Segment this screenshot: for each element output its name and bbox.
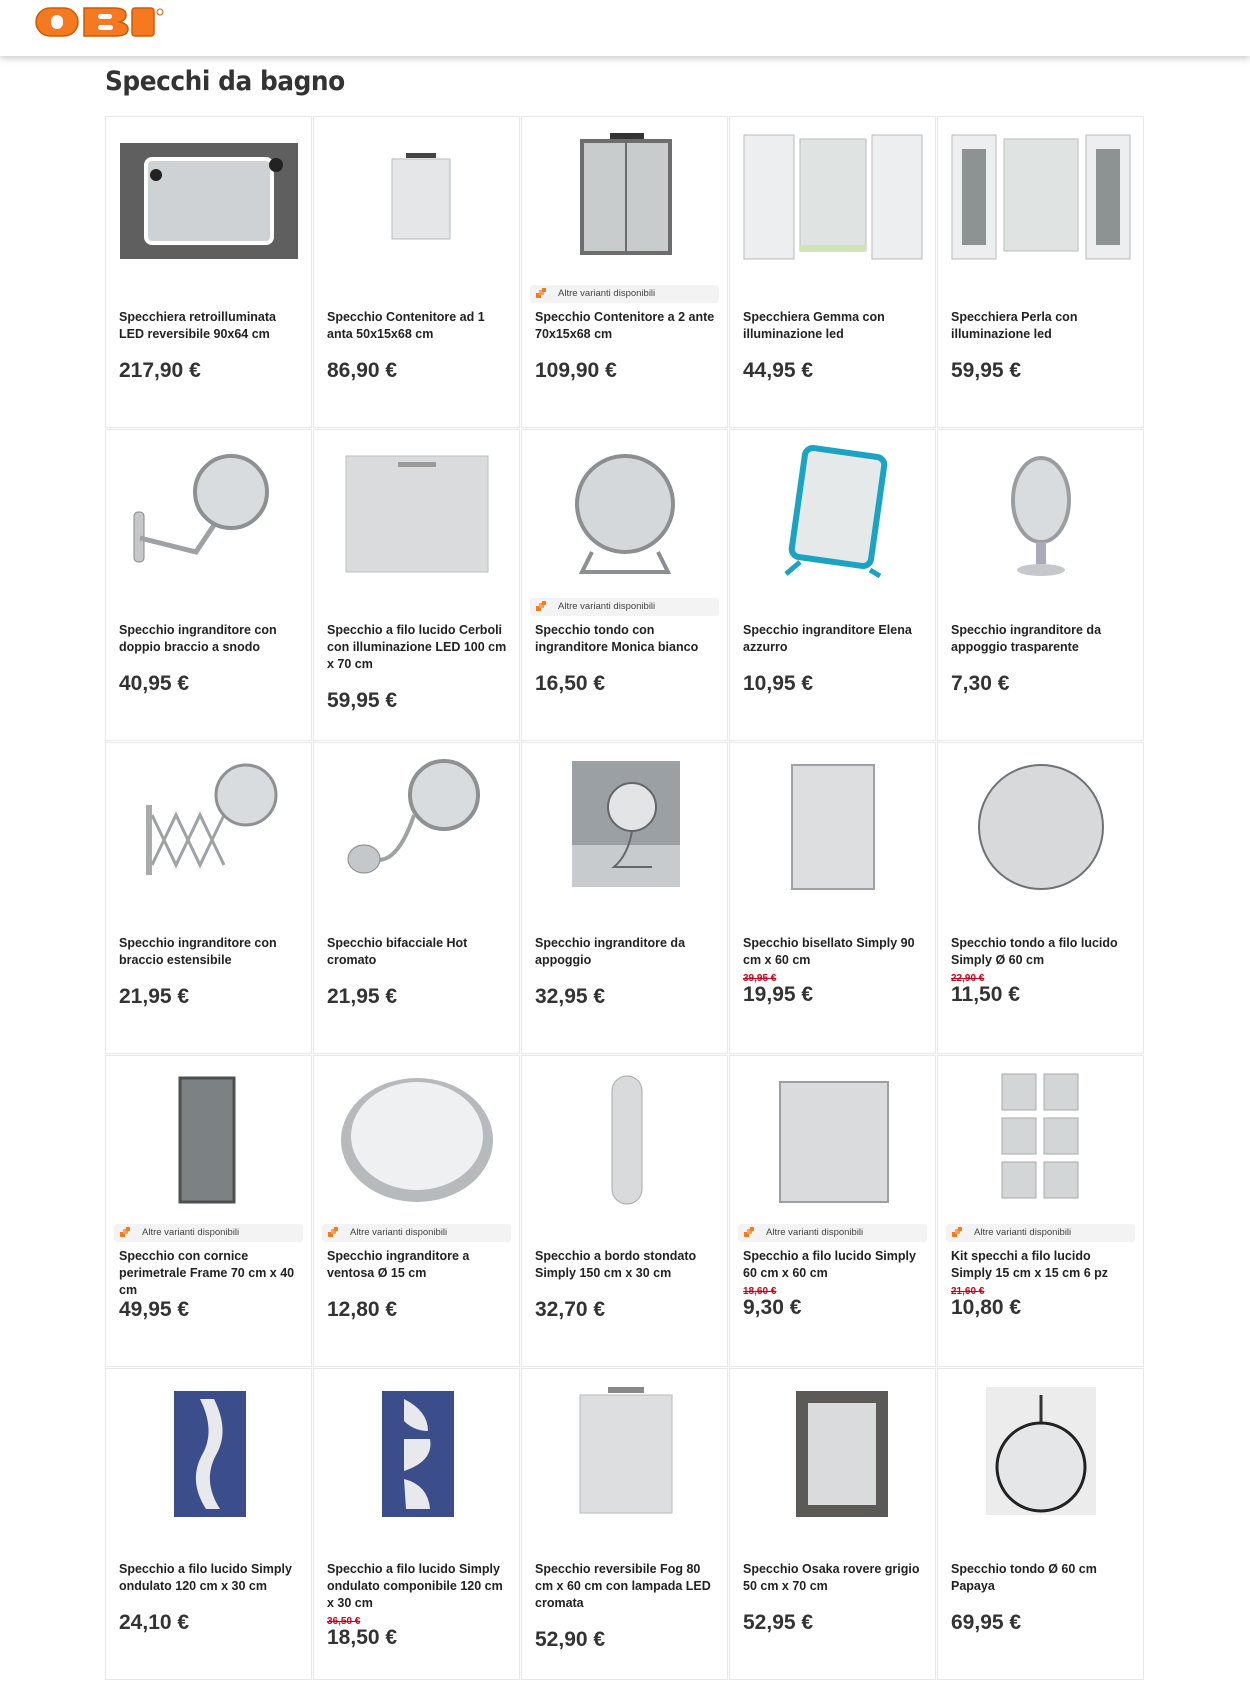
product-image[interactable]: [324, 442, 511, 586]
product-price: 109,90 €: [535, 359, 617, 382]
product-card-12[interactable]: [313, 742, 520, 1054]
product-card-19[interactable]: [729, 1055, 936, 1367]
old-price: 39,95 €: [743, 973, 777, 984]
product-card-11[interactable]: [105, 742, 312, 1054]
product-card-17[interactable]: [313, 1055, 520, 1367]
rounded-tall-mirror-icon: [532, 1068, 719, 1212]
product-image[interactable]: [532, 755, 719, 899]
product-price: 86,90 €: [327, 359, 398, 382]
variants-label: Altre varianti disponibili: [142, 1227, 240, 1238]
product-image[interactable]: [324, 755, 511, 899]
product-card-4[interactable]: [729, 116, 936, 428]
product-name[interactable]: Specchio bifacciale Hot cromato: [327, 936, 468, 967]
product-name[interactable]: Specchio a bordo stondato Simply 150 cm x 30 cm: [535, 1249, 697, 1280]
product-name[interactable]: Specchio a filo lucido Cerboli con illuminazione LED 100 cm x 70 cm: [327, 623, 507, 671]
led-backlit-mirror-icon: [116, 129, 303, 273]
product-grid: [105, 116, 1145, 1681]
oak-frame-mirror-icon: [740, 1381, 927, 1525]
oval-stand-mirror-icon: [948, 442, 1135, 586]
site-header: [0, 0, 1250, 56]
product-name[interactable]: Specchio bisellato Simply 90 cm x 60 cm: [743, 936, 915, 967]
variants-badge[interactable]: [530, 285, 719, 303]
product-price: 10,80 €: [951, 1296, 1022, 1319]
variants-icon: [536, 288, 547, 299]
variants-badge[interactable]: [322, 1224, 511, 1242]
round-stand-mirror-icon: [532, 442, 719, 586]
product-price: 21,95 €: [327, 985, 398, 1008]
product-card-6[interactable]: [105, 429, 312, 741]
product-card-1[interactable]: [105, 116, 312, 428]
product-card-10[interactable]: [937, 429, 1144, 741]
product-image[interactable]: [116, 1381, 303, 1525]
single-door-cabinet-icon: [324, 129, 511, 273]
product-card-15[interactable]: [937, 742, 1144, 1054]
product-price: 12,80 €: [327, 1298, 398, 1321]
wall-arm-magnifier-icon: [116, 442, 303, 586]
product-price: 18,50 €: [327, 1626, 398, 1649]
framed-tall-mirror-icon: [116, 1068, 303, 1212]
variants-label: Altre varianti disponibili: [558, 601, 656, 612]
product-price: 59,95 €: [951, 359, 1022, 382]
product-name[interactable]: Specchiera Gemma con illuminazione led: [743, 310, 885, 341]
product-card-25[interactable]: [937, 1368, 1144, 1680]
product-image[interactable]: [948, 129, 1135, 273]
product-price: 10,95 €: [743, 672, 814, 695]
product-price: 40,95 €: [119, 672, 190, 695]
product-card-2[interactable]: [313, 116, 520, 428]
gooseneck-mirror-icon: [324, 755, 511, 899]
mirror-tiles-kit-icon: [948, 1068, 1135, 1212]
product-price: 24,10 €: [119, 1611, 190, 1634]
product-name[interactable]: Kit specchi a filo lucido Simply 15 cm x 15 cm 6 pz: [951, 1249, 1109, 1280]
variants-label: Altre varianti disponibili: [558, 288, 656, 299]
product-name[interactable]: Specchio ingranditore con doppio braccio a snodo: [119, 623, 277, 654]
variants-badge[interactable]: [738, 1224, 927, 1242]
product-card-14[interactable]: [729, 742, 936, 1054]
product-price: 16,50 €: [535, 672, 606, 695]
product-image[interactable]: [740, 442, 927, 586]
product-image[interactable]: [740, 1381, 927, 1525]
product-card-24[interactable]: [729, 1368, 936, 1680]
suction-magnifier-icon: [324, 1068, 511, 1212]
product-image[interactable]: [740, 129, 927, 273]
product-price: 11,50 €: [951, 983, 1020, 1006]
scissor-arm-mirror-icon: [116, 755, 303, 899]
product-price: 52,90 €: [535, 1628, 606, 1651]
product-name[interactable]: Specchio ingranditore da appoggio: [535, 936, 686, 967]
product-image[interactable]: [740, 755, 927, 899]
product-image[interactable]: [948, 1068, 1135, 1212]
open-cabinet-window-mirror-icon: [948, 129, 1135, 273]
product-name[interactable]: Specchio tondo a filo lucido Simply Ø 60 cm: [951, 936, 1118, 967]
product-image[interactable]: [948, 442, 1135, 586]
product-card-16[interactable]: [105, 1055, 312, 1367]
product-card-7[interactable]: [313, 429, 520, 741]
wavy-mirror-icon: [116, 1381, 303, 1525]
product-price: 19,95 €: [743, 983, 814, 1006]
product-card-21[interactable]: [105, 1368, 312, 1680]
variants-icon: [120, 1227, 131, 1238]
product-image[interactable]: [532, 1381, 719, 1525]
product-image[interactable]: [116, 129, 303, 273]
product-price: 32,95 €: [535, 985, 606, 1008]
product-image[interactable]: [116, 1068, 303, 1212]
product-card-23[interactable]: [521, 1368, 728, 1680]
product-price: 59,95 €: [327, 689, 398, 712]
product-image[interactable]: [948, 1381, 1135, 1525]
product-name[interactable]: Specchio a filo lucido Simply ondulato componibile 120 cm x 30 cm: [327, 1562, 503, 1610]
variants-label: Altre varianti disponibili: [350, 1227, 448, 1238]
product-image[interactable]: [116, 755, 303, 899]
product-name[interactable]: Specchio ingranditore Elena azzurro: [743, 623, 912, 654]
variants-label: Altre varianti disponibili: [766, 1227, 864, 1238]
product-image[interactable]: [116, 442, 303, 586]
variants-icon: [536, 601, 547, 612]
product-card-5[interactable]: [937, 116, 1144, 428]
product-name[interactable]: Specchio reversibile Fog 80 cm x 60 cm con lampada LED cromata: [535, 1562, 711, 1610]
product-image[interactable]: [532, 442, 719, 586]
fog-lamp-mirror-icon: [532, 1381, 719, 1525]
product-card-13[interactable]: [521, 742, 728, 1054]
rect-led-mirror-icon: [324, 442, 511, 586]
product-name[interactable]: Specchiera retroilluminata LED reversibile 90x64 cm: [119, 310, 277, 341]
product-card-3[interactable]: [521, 116, 728, 428]
round-mirror-icon: [948, 755, 1135, 899]
product-card-20[interactable]: [937, 1055, 1144, 1367]
product-image[interactable]: [532, 129, 719, 273]
product-price: 7,30 €: [951, 672, 1010, 695]
strap-round-mirror-icon: [948, 1381, 1135, 1525]
variants-label: Altre varianti disponibili: [974, 1227, 1072, 1238]
square-mirror-icon: [740, 1068, 927, 1212]
product-price: 44,95 €: [743, 359, 814, 382]
product-name[interactable]: Specchio ingranditore da appoggio trasparente: [951, 623, 1102, 654]
product-card-22[interactable]: [313, 1368, 520, 1680]
product-price: 21,95 €: [119, 985, 190, 1008]
wavy-modular-mirror-icon: [324, 1381, 511, 1525]
old-price: 22,90 €: [951, 973, 985, 984]
product-price: 49,95 €: [119, 1298, 190, 1321]
product-image[interactable]: [532, 1068, 719, 1212]
product-price: 217,90 €: [119, 359, 201, 382]
old-price: 18,60 €: [743, 1286, 777, 1297]
product-name[interactable]: Specchio ingranditore con braccio estensibile: [119, 936, 277, 967]
product-image[interactable]: [740, 1068, 927, 1212]
product-price: 52,95 €: [743, 1611, 814, 1634]
beveled-mirror-icon: [740, 755, 927, 899]
product-name[interactable]: Specchio con cornice perimetrale Frame 70 cm x 40 cm: [119, 1249, 295, 1297]
variants-icon: [328, 1227, 339, 1238]
product-name[interactable]: Specchio a filo lucido Simply 60 cm x 60 cm: [743, 1249, 916, 1280]
obi-logo[interactable]: [34, 6, 166, 38]
blue-frame-mirror-icon: [740, 442, 927, 586]
product-price: 32,70 €: [535, 1298, 606, 1321]
product-name[interactable]: Specchio a filo lucido Simply ondulato 120 cm x 30 cm: [119, 1562, 292, 1593]
product-card-8[interactable]: [521, 429, 728, 741]
product-name[interactable]: Specchio Osaka rovere grigio 50 cm x 70 cm: [743, 1562, 920, 1593]
product-image[interactable]: [324, 1068, 511, 1212]
product-name[interactable]: Specchio Contenitore ad 1 anta 50x15x68 cm: [327, 310, 485, 341]
variants-badge[interactable]: [530, 598, 719, 616]
tabletop-magnifier-icon: [532, 755, 719, 899]
product-card-18[interactable]: [521, 1055, 728, 1367]
page-title: Specchi da bagno: [105, 66, 345, 97]
variants-badge[interactable]: [114, 1224, 303, 1242]
double-door-cabinet-icon: [532, 129, 719, 273]
variants-badge[interactable]: [946, 1224, 1135, 1242]
product-image[interactable]: [948, 755, 1135, 899]
product-card-9[interactable]: [729, 429, 936, 741]
product-name[interactable]: Specchio ingranditore a ventosa Ø 15 cm: [327, 1249, 470, 1280]
product-image[interactable]: [324, 129, 511, 273]
product-name[interactable]: Specchio tondo Ø 60 cm Papaya: [951, 1562, 1097, 1593]
open-cabinet-mirror-icon: [740, 129, 927, 273]
old-price: 36,50 €: [327, 1616, 361, 1627]
product-image[interactable]: [324, 1381, 511, 1525]
variants-icon: [744, 1227, 755, 1238]
product-name[interactable]: Specchio tondo con ingranditore Monica bianco: [535, 623, 699, 654]
product-name[interactable]: Specchio Contenitore a 2 ante 70x15x68 cm: [535, 310, 715, 341]
product-name[interactable]: Specchiera Perla con illuminazione led: [951, 310, 1078, 341]
product-price: 9,30 €: [743, 1296, 802, 1319]
old-price: 21,60 €: [951, 1286, 985, 1297]
variants-icon: [952, 1227, 963, 1238]
product-price: 69,95 €: [951, 1611, 1022, 1634]
